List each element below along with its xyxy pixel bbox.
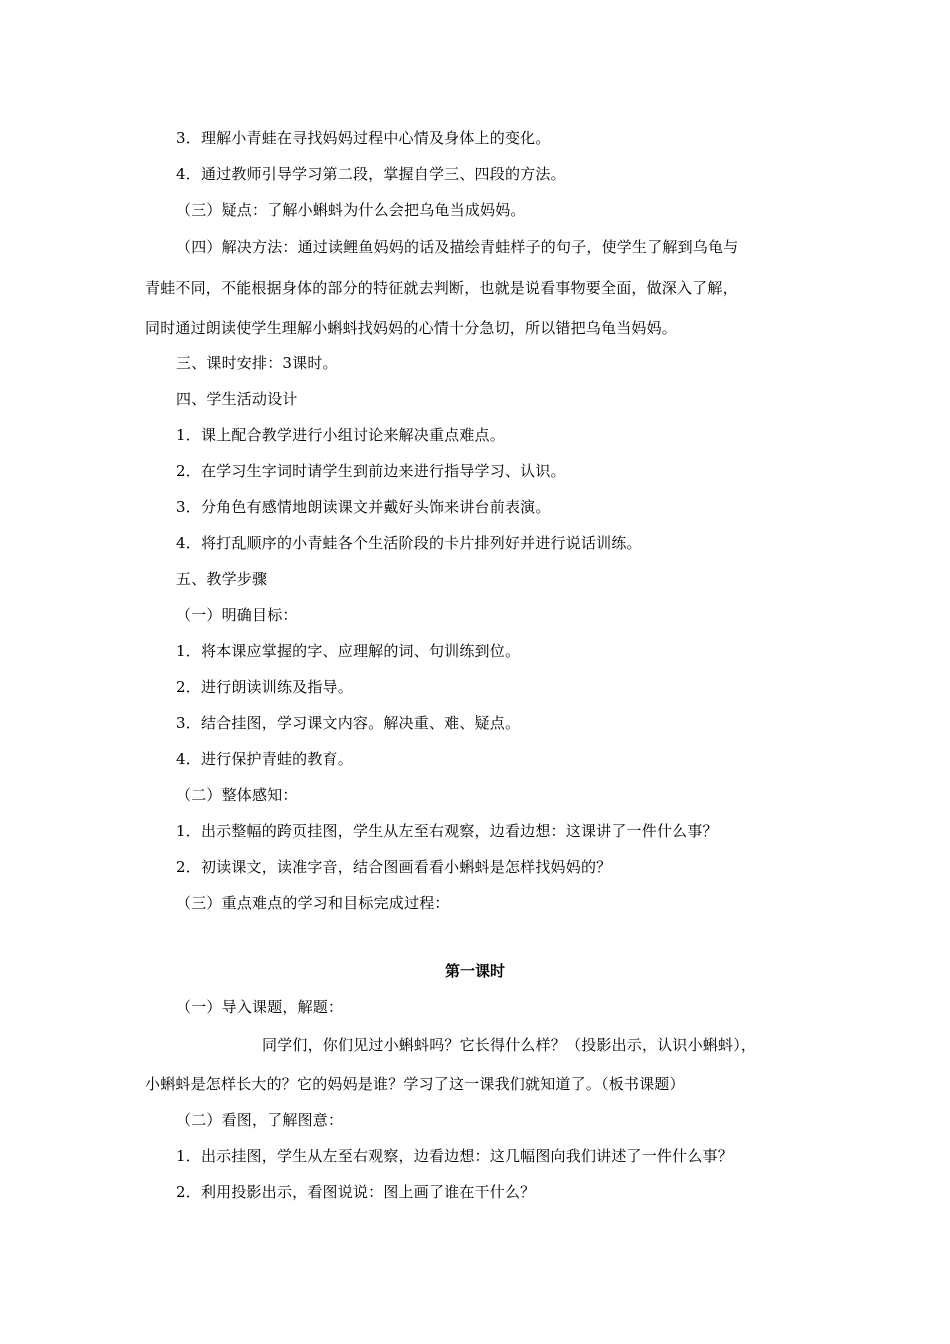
doubt-point: （三）疑点：了解小蝌蚪为什么会把乌龟当成妈妈。 (176, 201, 526, 219)
objective-item-3: 3．理解小青蛙在寻找妈妈过程中心情及身体上的变化。 (176, 129, 551, 147)
goals-heading: （一）明确目标： (176, 606, 298, 624)
solution-line-2: 青蛙不同，不能根据身体的部分的特征就去判断，也就是说看事物要全面，做深入了解， (145, 279, 738, 297)
steps-heading: 五、教学步骤 (176, 570, 268, 588)
schedule-heading: 三、课时安排：3课时。 (176, 354, 338, 372)
perception-item-2: 2．初读课文，读准字音，结合图画看看小蝌蚪是怎样找妈妈的？ (176, 858, 612, 876)
perception-item-1: 1．出示整幅的跨页挂图，学生从左至右观察，边看边想：这课讲了一件什么事？ (176, 822, 718, 840)
goal-item-4: 4．进行保护青蛙的教育。 (176, 750, 353, 768)
process-heading: （三）重点难点的学习和目标完成过程： (176, 894, 450, 912)
intro-line-2: 小蝌蚪是怎样长大的？它的妈妈是谁？学习了这一课我们就知道了。（板书课题） (145, 1075, 685, 1093)
activity-item-4: 4．将打乱顺序的小青蛙各个生活阶段的卡片排列好并进行说话训练。 (176, 534, 642, 552)
goal-item-1: 1．将本课应掌握的字、应理解的词、句训练到位。 (176, 642, 521, 660)
activity-item-1: 1．课上配合教学进行小组讨论来解决重点难点。 (176, 426, 505, 444)
activity-item-2: 2．在学习生字词时请学生到前边来进行指导学习、认识。 (176, 462, 566, 480)
picture-item-1: 1．出示挂图，学生从左至右观察，边看边想：这几幅图向我们讲述了一件什么事？ (176, 1147, 733, 1165)
goal-item-3: 3．结合挂图，学习课文内容。解决重、难、疑点。 (176, 714, 521, 732)
objective-item-4: 4．通过教师引导学习第二段，掌握自学三、四段的方法。 (176, 165, 566, 183)
goal-item-2: 2．进行朗读训练及指导。 (176, 678, 353, 696)
solution-line-3: 同时通过朗读使学生理解小蝌蚪找妈妈的心情十分急切，所以错把乌龟当妈妈。 (145, 319, 678, 337)
picture-item-2: 2．利用投影出示，看图说说：图上画了谁在干什么？ (176, 1183, 536, 1201)
solution-line-1: （四）解决方法：通过读鲤鱼妈妈的话及描绘青蛙样子的句子，使学生了解到乌龟与 (176, 238, 739, 256)
activities-heading: 四、学生活动设计 (176, 390, 298, 408)
lesson-title: 第一课时 (444, 962, 505, 980)
perception-heading: （二）整体感知： (176, 786, 298, 804)
intro-line-1: 同学们，你们见过小蝌蚪吗？它长得什么样？（投影出示，认识小蝌蚪）， (262, 1036, 757, 1054)
activity-item-3: 3．分角色有感情地朗读课文并戴好头饰来讲台前表演。 (176, 498, 551, 516)
picture-heading: （二）看图，了解图意： (176, 1111, 344, 1129)
intro-heading: （一）导入课题，解题： (176, 998, 344, 1016)
